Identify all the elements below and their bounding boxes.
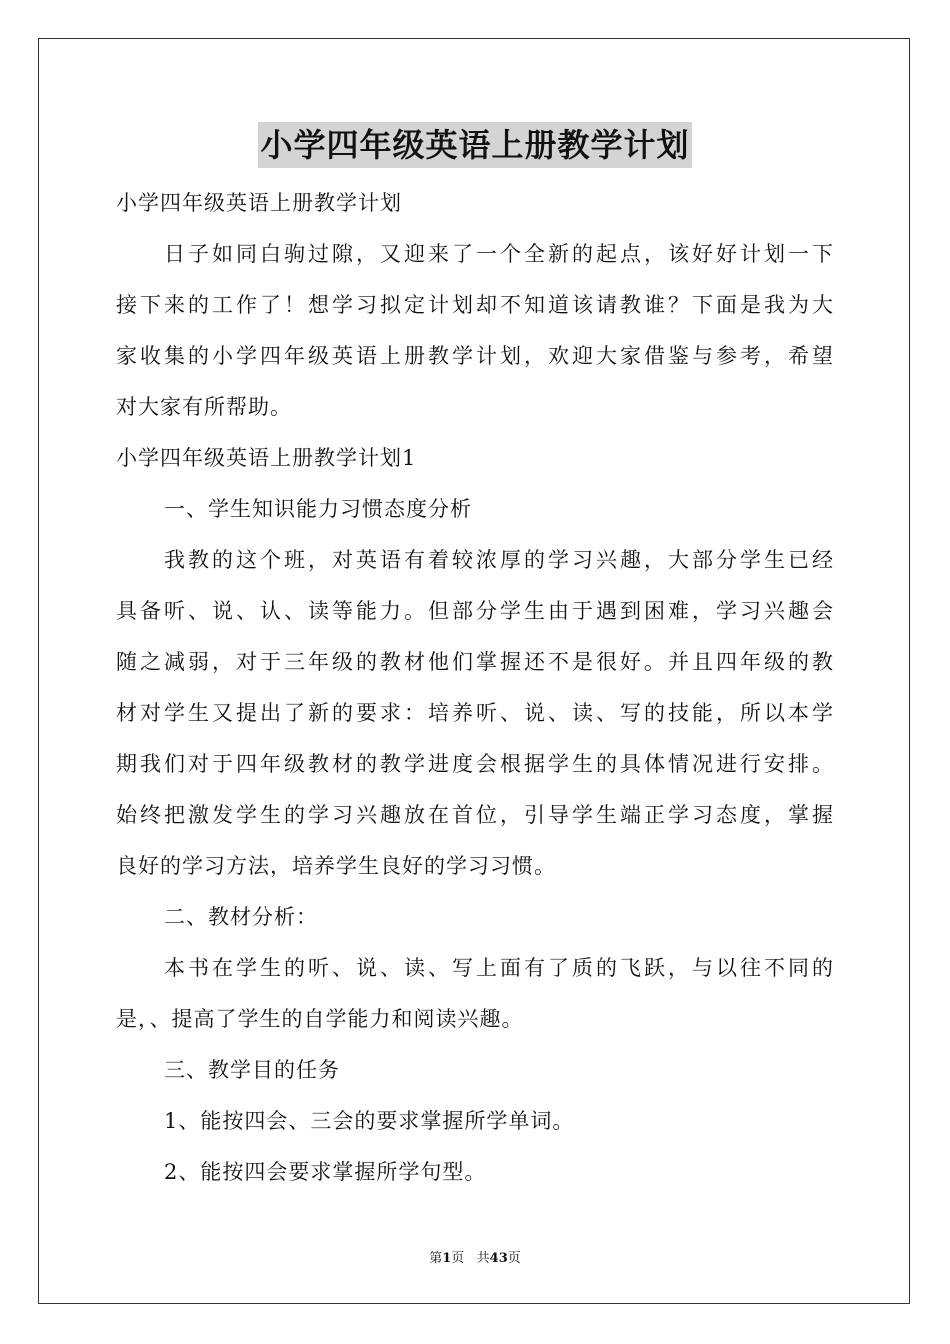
text-line: 材对学生又提出了新的要求：培养听、说、读、写的技能，所以本学 [116, 701, 834, 725]
text-line: 接下来的工作了！想学习拟定计划却不知道该请教谁？下面是我为大 [116, 293, 834, 317]
document-body [116, 178, 834, 1198]
text-line: 一、学生知识能力习惯态度分析 [164, 497, 472, 521]
footer-mid: 页 共 [451, 1251, 490, 1266]
text-line: 对大家有所帮助。 [116, 395, 292, 419]
footer-prefix: 第 [429, 1251, 443, 1266]
text-line: 三、教学目的任务 [164, 1058, 340, 1082]
text-line: 2、能按四会要求掌握所学句型。 [164, 1160, 487, 1184]
text-line: 良好的学习方法，培养学生良好的学习习惯。 [116, 854, 556, 878]
text-line: 日子如同白驹过隙，又迎来了一个全新的起点，该好好计划一下 [164, 242, 834, 266]
text-line: 是，、提高了学生的自学能力和阅读兴趣。 [116, 1007, 524, 1031]
document-title: 小学四年级英语上册教学计划 [258, 122, 691, 168]
text-line: 期我们对于四年级教材的教学进度会根据学生的具体情况进行安排。 [116, 752, 834, 776]
footer-suffix: 页 [507, 1251, 521, 1266]
page-footer [0, 1247, 950, 1266]
text-line: 家收集的小学四年级英语上册教学计划，欢迎大家借鉴与参考，希望 [116, 344, 834, 368]
text-line: 我教的这个班，对英语有着较浓厚的学习兴趣，大部分学生已经 [164, 548, 834, 572]
text-line: 具备听、说、认、读等能力。但部分学生由于遇到困难，学习兴趣会 [116, 599, 834, 623]
footer-total-pages: 43 [489, 1251, 508, 1266]
text-line: 小学四年级英语上册教学计划1 [116, 446, 417, 470]
text-line: 本书在学生的听、说、读、写上面有了质的飞跃，与以往不同的 [164, 956, 834, 980]
text-line: 1、能按四会、三会的要求掌握所学单词。 [164, 1109, 575, 1133]
text-line: 随之减弱，对于三年级的教材他们掌握还不是很好。并且四年级的教 [116, 650, 834, 674]
title-container [0, 122, 950, 168]
text-line: 始终把激发学生的学习兴趣放在首位，引导学生端正学习态度，掌握 [116, 803, 834, 827]
text-line: 小学四年级英语上册教学计划 [116, 191, 402, 215]
text-line: 二、教材分析： [164, 905, 318, 929]
footer-page-number: 1 [442, 1251, 452, 1266]
